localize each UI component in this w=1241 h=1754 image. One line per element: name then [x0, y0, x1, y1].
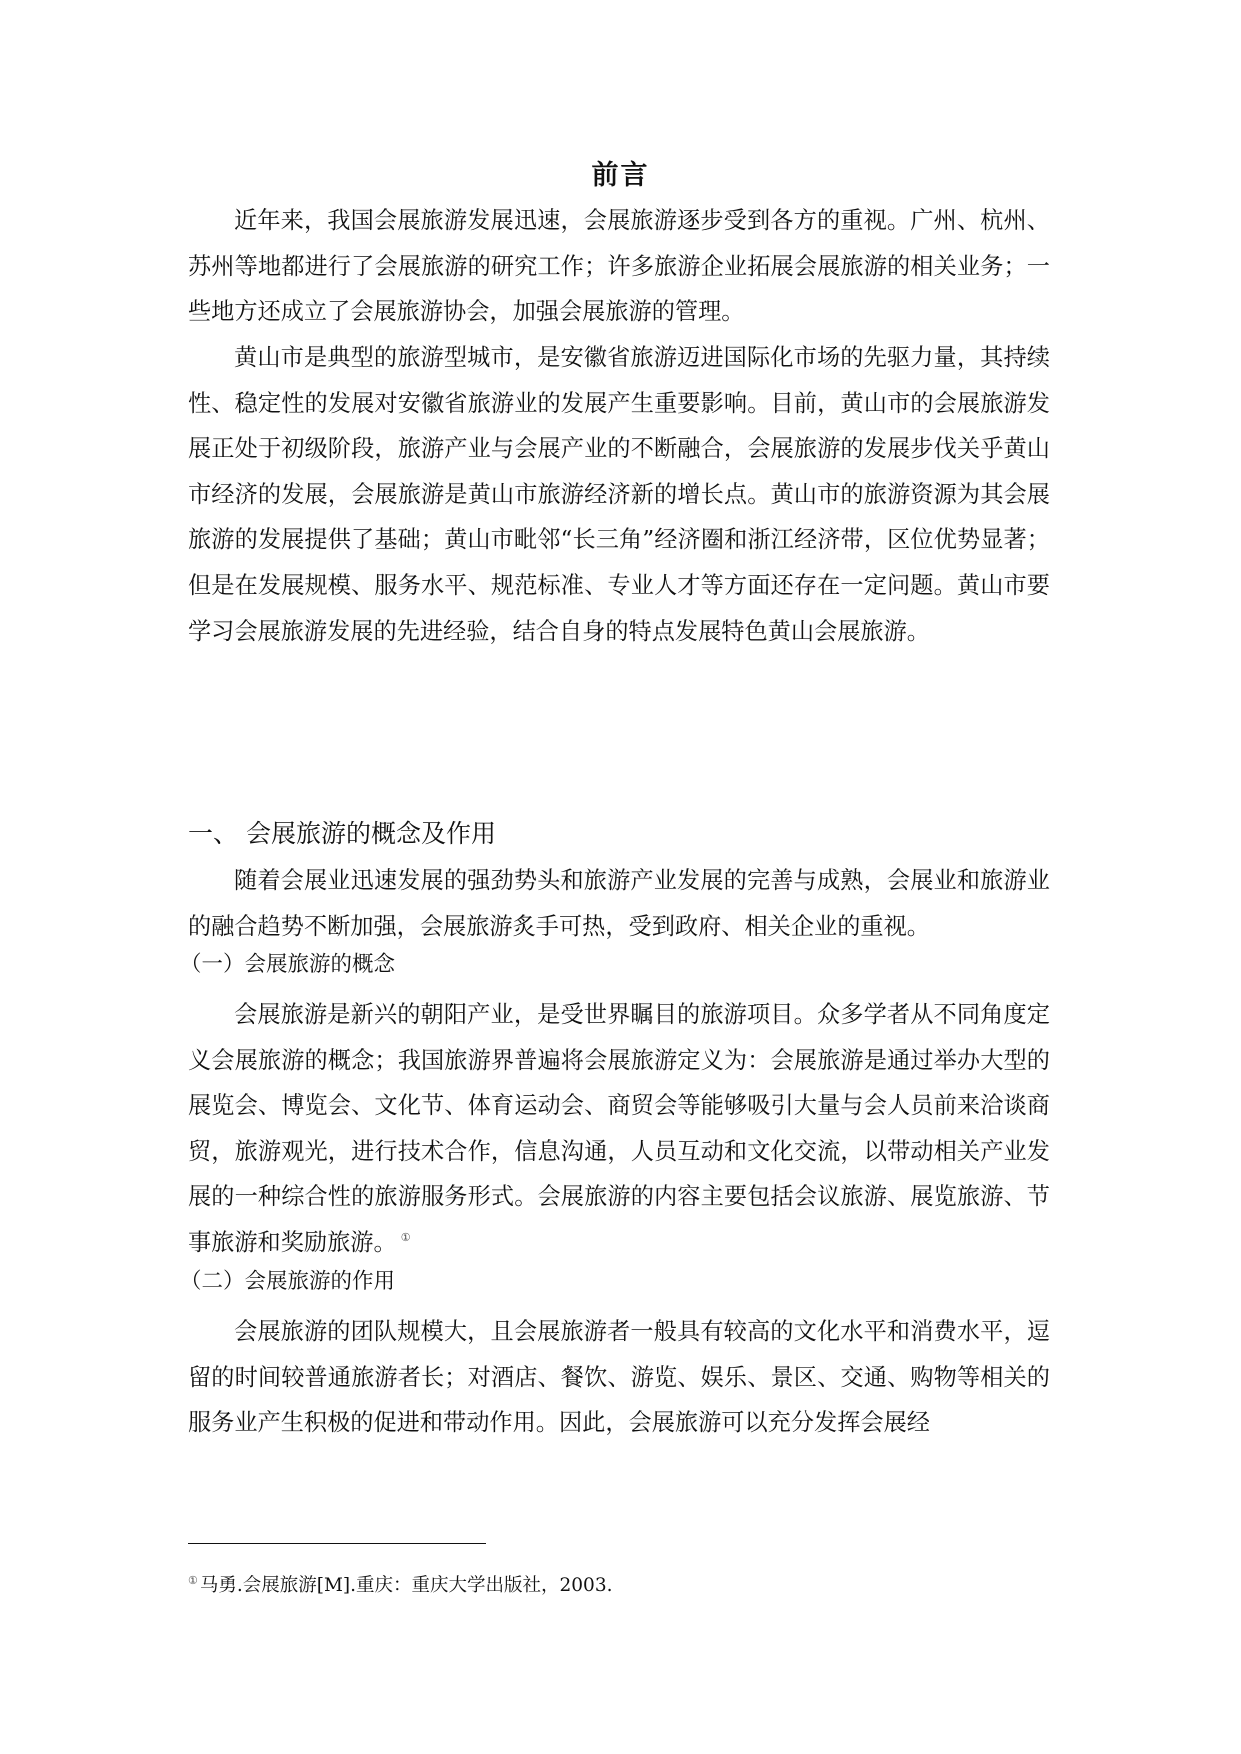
subsection-1-heading: （一）会展旅游的概念 [180, 952, 396, 977]
subsection-1-body [188, 992, 1050, 1266]
preface-paragraph-2: 黄山市是典型的旅游型城市，是安徽省旅游迈进国际化市场的先驱力量，其持续性、稳定性的发展对安徽省旅游业的发展产生重要影响。目前，黄山市的会展旅游发展正处于初级阶段，旅游产业与会展产业的不断融合，会展旅游的发展步伐关乎黄山市经济的发展，会展旅游是黄山市旅游经济新的增长点。黄山市的旅游资源为其会展旅游的发展提供了基础；黄山市毗邻“长三角”经济圈和浙江经济带，区位优势显著；但是在发展规模、服务水平、规范标准、专业人才等方面还存在一定问题。黄山市要学习会展旅游发展的先进经验，结合自身的特点发展特色黄山会展旅游。 [188, 344, 1050, 645]
page-title: 前言 [591, 160, 650, 191]
footnote [188, 1572, 1050, 1600]
section-1-heading: 一、 会展旅游的概念及作用 [188, 819, 496, 848]
footnote-reference[interactable]: ① [400, 1231, 411, 1245]
preface-paragraph-1: 近年来，我国会展旅游发展迅速，会展旅游逐步受到各方的重视。广州、杭州、苏州等地都进行了会展旅游的研究工作；许多旅游企业拓展会展旅游的相关业务；一些地方还成立了会展旅游协会，加强会展旅游的管理。 [188, 207, 1050, 326]
subsection-2-body: 会展旅游的团队规模大，且会展旅游者一般具有较高的文化水平和消费水平，逗留的时间较普通旅游者长；对酒店、餐饮、游览、娱乐、景区、交通、购物等相关的服务业产生积极的促进和带动作用。因此，会展旅游可以充分发挥会展经 [188, 1318, 1050, 1437]
section-1-intro: 随着会展业迅速发展的强劲势头和旅游产业发展的完善与成熟，会展业和旅游业的融合趋势不断加强，会展旅游炙手可热，受到政府、相关企业的重视。 [188, 867, 1050, 940]
subsection-2-heading: （二）会展旅游的作用 [180, 1269, 396, 1294]
footnote-separator [188, 1543, 486, 1544]
footnote-mark: ① [188, 1573, 198, 1587]
subsection-1-text: 会展旅游是新兴的朝阳产业，是受世界瞩目的旅游项目。众多学者从不同角度定义会展旅游的概念；我国旅游界普遍将会展旅游定义为：会展旅游是通过举办大型的展览会、博览会、文化节、体育运动会、商贸会等能够吸引大量与会人员前来洽谈商贸，旅游观光，进行技术合作，信息沟通，人员互动和文化交流，以带动相关产业发展的一种综合性的旅游服务形式。会展旅游的内容主要包括会议旅游、展览旅游、节事旅游和奖励旅游。 [188, 1001, 1050, 1256]
footnote-text: 马勇.会展旅游[M].重庆：重庆大学出版社，2003. [199, 1575, 613, 1596]
